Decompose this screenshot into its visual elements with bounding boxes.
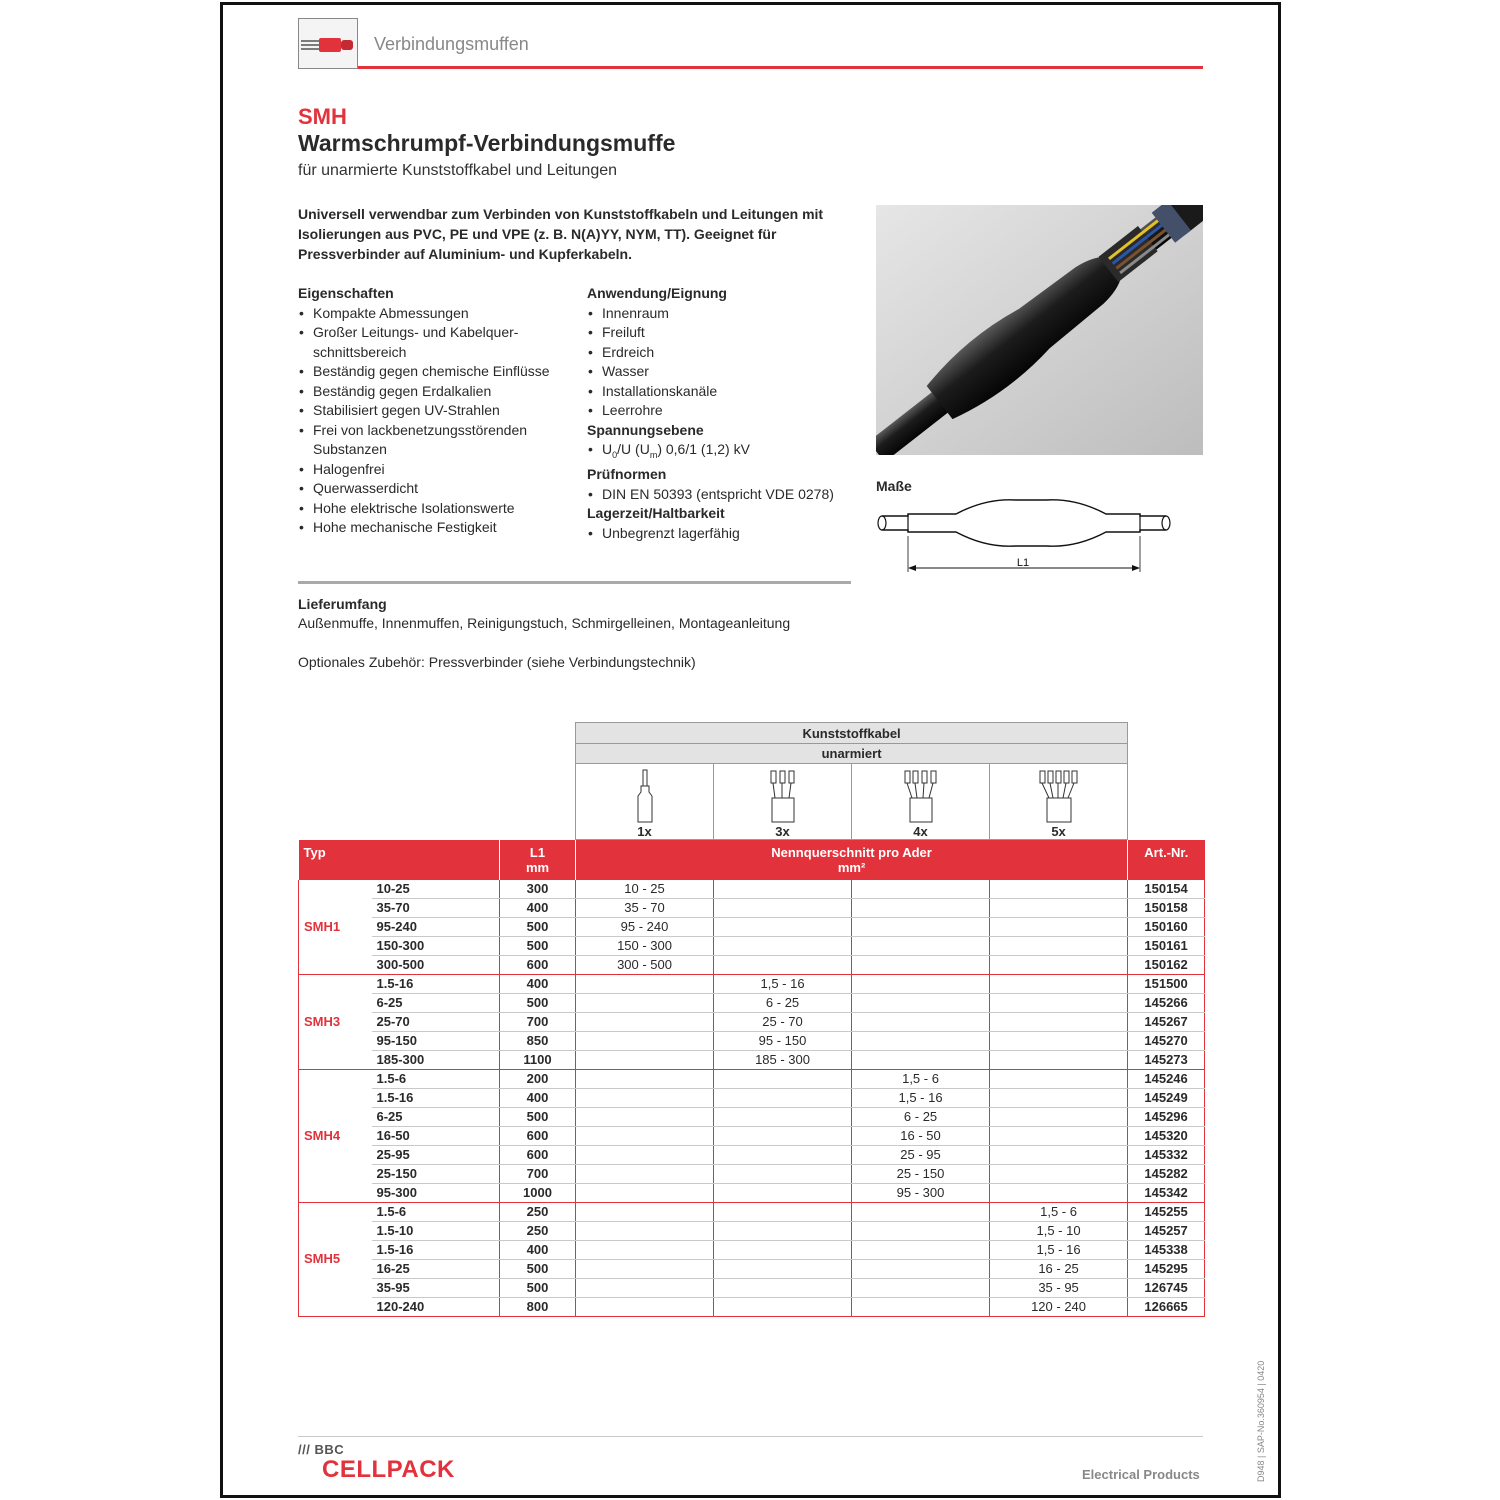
- l1-cell: 700: [500, 1164, 576, 1183]
- cross-section-cell: [714, 1259, 852, 1278]
- cross-section-cell: [714, 1107, 852, 1126]
- size-cell: 25-95: [372, 1145, 500, 1164]
- table-row: [299, 1297, 1205, 1316]
- cross-section-cell: [990, 1164, 1128, 1183]
- cross-section-cell: [852, 1012, 990, 1031]
- l1-cell: 500: [500, 1278, 576, 1297]
- cross-section-cell: 1,5 - 16: [714, 974, 852, 993]
- header-rule: [358, 66, 1203, 69]
- application-column: [587, 284, 857, 543]
- cross-section-cell: [990, 880, 1128, 899]
- cross-section-cell: [714, 955, 852, 974]
- table-row: [299, 898, 1205, 917]
- cross-section-cell: 16 - 25: [990, 1259, 1128, 1278]
- table-row: [299, 1050, 1205, 1069]
- five-core-icon: [1039, 768, 1079, 824]
- cross-section-cell: [852, 898, 990, 917]
- l1-cell: 500: [500, 917, 576, 936]
- property-item: • Beständig gegen Erdalkalien: [298, 382, 578, 402]
- article-number-cell: 145267: [1128, 1012, 1205, 1031]
- cross-section-cell: [576, 974, 714, 993]
- table-row: [299, 955, 1205, 974]
- application-item: • Installationskanäle: [587, 382, 857, 402]
- cross-section-cell: [714, 917, 852, 936]
- spacer: [1128, 744, 1205, 764]
- table-row: [299, 1164, 1205, 1183]
- cross-section-cell: [852, 993, 990, 1012]
- cross-section-cell: [714, 1164, 852, 1183]
- cross-section-cell: 185 - 300: [714, 1050, 852, 1069]
- cross-section-cell: [990, 1069, 1128, 1088]
- size-cell: 185-300: [372, 1050, 500, 1069]
- size-cell: 25-70: [372, 1012, 500, 1031]
- cross-section-cell: [576, 1202, 714, 1221]
- cross-section-cell: [714, 936, 852, 955]
- property-item: • Querwasserdicht: [298, 479, 578, 499]
- col-header-l1: [500, 840, 576, 880]
- three-core-icon: [768, 768, 798, 824]
- size-cell: 120-240: [372, 1297, 500, 1316]
- size-cell: 1.5-16: [372, 974, 500, 993]
- article-number-cell: 145255: [1128, 1202, 1205, 1221]
- l1-cell: 500: [500, 993, 576, 1012]
- core-4x-cell: [852, 764, 990, 840]
- cross-section-cell: [990, 1012, 1128, 1031]
- article-number-cell: 145266: [1128, 993, 1205, 1012]
- cross-section-cell: [990, 1050, 1128, 1069]
- voltage-list: [587, 440, 857, 465]
- l1-cell: 600: [500, 1126, 576, 1145]
- cross-section-cell: 95 - 240: [576, 917, 714, 936]
- cross-section-cell: [714, 898, 852, 917]
- article-number-cell: 145249: [1128, 1088, 1205, 1107]
- product-code: SMH: [298, 104, 347, 129]
- application-item: • Erdreich: [587, 343, 857, 363]
- table-row: [299, 1069, 1205, 1088]
- type-group-label: SMH5: [299, 1202, 372, 1316]
- article-number-cell: 145282: [1128, 1164, 1205, 1183]
- intro-line: Pressverbinder auf Aluminium- und Kupferkabeln.: [298, 246, 632, 262]
- brand-logo: CELLPACK: [322, 1456, 455, 1483]
- size-cell: 35-70: [372, 898, 500, 917]
- size-cell: 300-500: [372, 955, 500, 974]
- spacer: [299, 723, 576, 744]
- standards-list: [587, 485, 857, 505]
- article-number-cell: 151500: [1128, 974, 1205, 993]
- table-row: [299, 1221, 1205, 1240]
- cross-section-cell: [990, 1145, 1128, 1164]
- l1-cell: 600: [500, 1145, 576, 1164]
- l1-cell: 400: [500, 898, 576, 917]
- cross-section-cell: [852, 955, 990, 974]
- cross-section-cell: [576, 1297, 714, 1316]
- table-row: [299, 1202, 1205, 1221]
- table-row: [299, 1278, 1205, 1297]
- intro-line: Universell verwendbar zum Verbinden von Kunststoffkabeln und Leitungen mit: [298, 206, 824, 222]
- cross-section-cell: 16 - 50: [852, 1126, 990, 1145]
- size-cell: 95-240: [372, 917, 500, 936]
- cross-section-cell: [714, 1297, 852, 1316]
- table-row: [299, 1240, 1205, 1259]
- article-number-cell: 145296: [1128, 1107, 1205, 1126]
- article-number-cell: 150162: [1128, 955, 1205, 974]
- table-row: [299, 1107, 1205, 1126]
- cross-section-cell: [714, 1145, 852, 1164]
- col-header-typ: Typ: [299, 840, 500, 880]
- size-cell: 35-95: [372, 1278, 500, 1297]
- cross-section-cell: [714, 1069, 852, 1088]
- article-number-cell: 126745: [1128, 1278, 1205, 1297]
- cross-section-cell: 25 - 150: [852, 1164, 990, 1183]
- cross-section-cell: [990, 993, 1128, 1012]
- intro-line: Isolierungen aus PVC, PE und VPE (z. B. N(A)YY, NYM, TT). Geeignet für: [298, 226, 777, 242]
- properties-heading: Eigenschaften: [298, 285, 394, 301]
- cross-section-cell: [852, 1050, 990, 1069]
- application-item: • Innenraum: [587, 304, 857, 324]
- section-title: Verbindungsmuffen: [374, 34, 529, 54]
- cross-section-cell: [990, 1088, 1128, 1107]
- cross-section-cell: [714, 1126, 852, 1145]
- l1-cell: 850: [500, 1031, 576, 1050]
- cross-section-cell: [714, 1088, 852, 1107]
- cross-section-cell: [990, 936, 1128, 955]
- table-row: [299, 1088, 1205, 1107]
- size-cell: 1.5-16: [372, 1240, 500, 1259]
- side-document-code: D948 | SAP-No.360954 | 0420: [1256, 1360, 1266, 1482]
- property-item: • Großer Leitungs- und Kabelquer- schnittsbereich: [298, 323, 578, 362]
- cable-connector-icon: [298, 18, 358, 69]
- cross-section-cell: 25 - 95: [852, 1145, 990, 1164]
- cross-section-cell: 35 - 70: [576, 898, 714, 917]
- property-item: • Frei von lackbenetzungsstörenden Substanzen: [298, 421, 578, 460]
- product-photo: [876, 205, 1203, 455]
- size-cell: 150-300: [372, 936, 500, 955]
- cross-section-cell: [714, 1278, 852, 1297]
- cross-section-cell: [576, 1126, 714, 1145]
- l1-cell: 200: [500, 1069, 576, 1088]
- application-item: • Freiluft: [587, 323, 857, 343]
- cross-section-cell: [576, 1278, 714, 1297]
- l1-cell: 1000: [500, 1183, 576, 1202]
- size-cell: 6-25: [372, 993, 500, 1012]
- standards-heading: Prüfnormen: [587, 466, 667, 483]
- size-cell: 1.5-16: [372, 1088, 500, 1107]
- cross-section-cell: [576, 1107, 714, 1126]
- article-number-cell: 145320: [1128, 1126, 1205, 1145]
- footer-rule: [298, 1436, 1203, 1437]
- dimensions-label: Maße: [876, 478, 912, 494]
- l1-cell: 500: [500, 1107, 576, 1126]
- four-core-icon: [903, 768, 939, 824]
- single-core-icon: [635, 768, 655, 824]
- l1-cell: 500: [500, 936, 576, 955]
- application-list: [587, 304, 857, 421]
- cross-section-cell: 25 - 70: [714, 1012, 852, 1031]
- article-number-cell: 145246: [1128, 1069, 1205, 1088]
- cross-section-cell: [852, 917, 990, 936]
- cross-section-cell: [576, 1240, 714, 1259]
- cross-section-cell: [714, 880, 852, 899]
- storage-item: • Unbegrenzt lagerfähig: [587, 524, 857, 544]
- brand-logo-top-text: BBC: [314, 1442, 345, 1457]
- size-cell: 1.5-6: [372, 1202, 500, 1221]
- cross-section-cell: [576, 1088, 714, 1107]
- table-row: [299, 1145, 1205, 1164]
- cross-section-cell: [714, 1221, 852, 1240]
- col-header-l1-unit: mm: [525, 859, 550, 875]
- property-item: • Hohe elektrische Isolationswerte: [298, 499, 578, 519]
- core-5x-cell: [990, 764, 1128, 840]
- cross-section-cell: [990, 1126, 1128, 1145]
- scope-text: Außenmuffe, Innenmuffen, Reinigungstuch, Schmirgelleinen, Montageanleitung: [298, 615, 791, 631]
- spacer: [299, 744, 576, 764]
- footer-tagline: Electrical Products: [1082, 1467, 1200, 1482]
- storage-heading: Lagerzeit/Haltbarkeit: [587, 505, 725, 522]
- standards-item: • DIN EN 50393 (entspricht VDE 0278): [587, 485, 857, 505]
- cross-section-cell: [990, 1031, 1128, 1050]
- core-label: 4x: [913, 824, 928, 839]
- cross-section-cell: [714, 1202, 852, 1221]
- cross-section-cell: [990, 1107, 1128, 1126]
- cross-section-cell: [576, 1164, 714, 1183]
- size-cell: 6-25: [372, 1107, 500, 1126]
- storage-list: [587, 524, 857, 544]
- l1-cell: 400: [500, 1240, 576, 1259]
- cross-section-cell: 35 - 95: [990, 1278, 1128, 1297]
- core-label: 1x: [637, 824, 652, 839]
- cross-section-cell: [576, 1012, 714, 1031]
- size-cell: 16-50: [372, 1126, 500, 1145]
- size-cell: 25-150: [372, 1164, 500, 1183]
- product-title: Warmschrumpf-Verbindungsmuffe: [298, 130, 676, 156]
- cross-section-cell: 1,5 - 16: [990, 1240, 1128, 1259]
- cross-section-cell: [714, 1183, 852, 1202]
- article-number-cell: 145338: [1128, 1240, 1205, 1259]
- cross-section-cell: 10 - 25: [576, 880, 714, 899]
- properties-list: [298, 304, 578, 538]
- article-number-cell: 145342: [1128, 1183, 1205, 1202]
- cross-section-cell: [852, 1240, 990, 1259]
- application-item: • Wasser: [587, 362, 857, 382]
- article-number-cell: 145332: [1128, 1145, 1205, 1164]
- spacer: [1128, 764, 1205, 840]
- cross-section-cell: 95 - 300: [852, 1183, 990, 1202]
- cross-section-cell: [852, 936, 990, 955]
- cross-section-cell: [990, 955, 1128, 974]
- cross-section-cell: [576, 1259, 714, 1278]
- spacer: [1128, 723, 1205, 744]
- col-header-l1-label: L1: [529, 844, 546, 860]
- l1-cell: 600: [500, 955, 576, 974]
- l1-cell: 400: [500, 1088, 576, 1107]
- property-item: • Stabilisiert gegen UV-Strahlen: [298, 401, 578, 421]
- l1-cell: 500: [500, 1259, 576, 1278]
- cross-section-cell: [852, 880, 990, 899]
- product-table: [298, 722, 1204, 1317]
- application-item: • Leerrohre: [587, 401, 857, 421]
- spacer: [299, 764, 576, 840]
- cross-section-cell: [852, 1202, 990, 1221]
- cross-section-cell: [576, 1221, 714, 1240]
- core-label: 5x: [1051, 824, 1066, 839]
- article-number-cell: 150161: [1128, 936, 1205, 955]
- property-item: • Halogenfrei: [298, 460, 578, 480]
- l1-cell: 250: [500, 1221, 576, 1240]
- type-group-label: SMH1: [299, 880, 372, 975]
- cable-group-header: Kunststoffkabel: [576, 723, 1128, 744]
- col-header-cross-label: Nennquerschnitt pro Ader: [771, 845, 932, 860]
- cross-section-cell: 1,5 - 16: [852, 1088, 990, 1107]
- l1-cell: 250: [500, 1202, 576, 1221]
- table-row: [299, 917, 1205, 936]
- article-number-cell: 150154: [1128, 880, 1205, 899]
- property-item: • Hohe mechanische Festigkeit: [298, 518, 578, 538]
- cross-section-cell: [576, 1069, 714, 1088]
- cross-section-cell: 6 - 25: [714, 993, 852, 1012]
- core-label: 3x: [775, 824, 790, 839]
- table-body: [299, 880, 1205, 1317]
- article-number-cell: 150160: [1128, 917, 1205, 936]
- cross-section-cell: [990, 898, 1128, 917]
- dimension-drawing: [876, 496, 1176, 576]
- article-number-cell: 145257: [1128, 1221, 1205, 1240]
- cross-section-cell: [852, 1278, 990, 1297]
- cross-section-cell: [990, 974, 1128, 993]
- cross-section-cell: 1,5 - 6: [852, 1069, 990, 1088]
- cross-section-cell: [576, 993, 714, 1012]
- properties-column: [298, 284, 578, 538]
- table-row: [299, 1183, 1205, 1202]
- article-number-cell: 150158: [1128, 898, 1205, 917]
- cross-section-cell: [576, 1050, 714, 1069]
- cross-section-cell: 1,5 - 6: [990, 1202, 1128, 1221]
- size-cell: 95-150: [372, 1031, 500, 1050]
- cross-section-cell: [990, 917, 1128, 936]
- voltage-value: 0,6/1 (1,2) kV: [665, 441, 750, 457]
- cross-section-cell: [852, 1221, 990, 1240]
- cross-section-cell: 1,5 - 10: [990, 1221, 1128, 1240]
- table-row: [299, 880, 1205, 899]
- cross-section-cell: 120 - 240: [990, 1297, 1128, 1316]
- l1-cell: 400: [500, 974, 576, 993]
- cross-section-cell: [852, 1031, 990, 1050]
- cross-section-cell: 95 - 150: [714, 1031, 852, 1050]
- l1-cell: 1100: [500, 1050, 576, 1069]
- table-row: [299, 936, 1205, 955]
- core-1x-cell: [576, 764, 714, 840]
- article-number-cell: 145295: [1128, 1259, 1205, 1278]
- table-row: [299, 993, 1205, 1012]
- col-header-cross-unit: mm²: [837, 860, 866, 875]
- cross-section-cell: [852, 1297, 990, 1316]
- cross-section-cell: [852, 1259, 990, 1278]
- cross-section-cell: [714, 1240, 852, 1259]
- col-header-cross-section: [576, 840, 1128, 880]
- cable-sub-header: unarmiert: [576, 744, 1128, 764]
- l1-cell: 300: [500, 880, 576, 899]
- table-row: [299, 1012, 1205, 1031]
- cross-section-cell: [852, 974, 990, 993]
- scope-heading: Lieferumfang: [298, 596, 387, 612]
- cross-section-cell: [990, 1183, 1128, 1202]
- cross-section-cell: [576, 1031, 714, 1050]
- size-cell: 1.5-10: [372, 1221, 500, 1240]
- brand-logo-top: /// BBC: [298, 1442, 345, 1457]
- table-row: [299, 1031, 1205, 1050]
- type-group-label: SMH3: [299, 974, 372, 1069]
- article-number-cell: 126665: [1128, 1297, 1205, 1316]
- size-cell: 95-300: [372, 1183, 500, 1202]
- cross-section-cell: [576, 1145, 714, 1164]
- product-subtitle: für unarmierte Kunststoffkabel und Leitungen: [298, 162, 618, 179]
- section-divider: [298, 581, 851, 584]
- property-item: • Beständig gegen chemische Einflüsse: [298, 362, 578, 382]
- property-item: • Kompakte Abmessungen: [298, 304, 578, 324]
- cross-section-cell: 300 - 500: [576, 955, 714, 974]
- type-group-label: SMH4: [299, 1069, 372, 1202]
- voltage-heading: Spannungsebene: [587, 421, 704, 438]
- table-row: [299, 1126, 1205, 1145]
- core-3x-cell: [714, 764, 852, 840]
- voltage-item: • $U_0/U$ $(U_m)$ 0,6/1 (1,2) kV: [587, 440, 857, 465]
- cross-section-cell: [576, 1183, 714, 1202]
- size-cell: 16-25: [372, 1259, 500, 1278]
- application-heading: Anwendung/Eignung: [587, 285, 727, 301]
- col-header-art: Art.-Nr.: [1128, 840, 1205, 880]
- l1-cell: 800: [500, 1297, 576, 1316]
- article-number-cell: 145270: [1128, 1031, 1205, 1050]
- article-number-cell: 145273: [1128, 1050, 1205, 1069]
- l1-cell: 700: [500, 1012, 576, 1031]
- dimension-l1-label: L1: [1016, 557, 1030, 569]
- table-row: [299, 974, 1205, 993]
- size-cell: 1.5-6: [372, 1069, 500, 1088]
- cross-section-cell: 6 - 25: [852, 1107, 990, 1126]
- table-row: [299, 1259, 1205, 1278]
- size-cell: 10-25: [372, 880, 500, 899]
- optional-accessories: Optionales Zubehör: Pressverbinder (siehe Verbindungstechnik): [298, 654, 696, 670]
- intro-text: [298, 204, 858, 264]
- cross-section-cell: 150 - 300: [576, 936, 714, 955]
